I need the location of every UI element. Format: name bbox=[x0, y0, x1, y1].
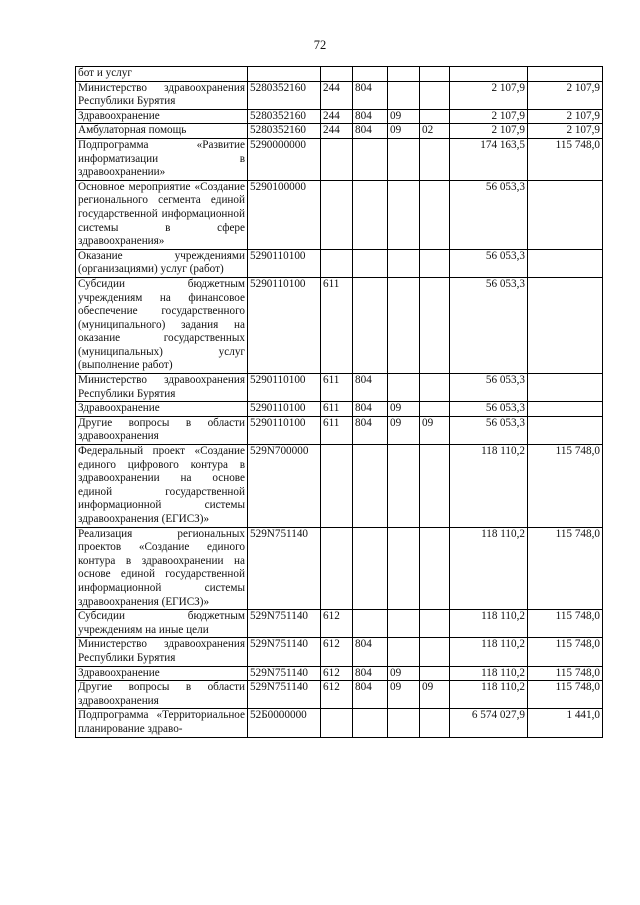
amount-year2-cell: 115 748,0 bbox=[528, 527, 603, 610]
section-cell: 09 bbox=[388, 681, 420, 709]
section-cell: 09 bbox=[388, 416, 420, 444]
target-article-cell bbox=[248, 67, 321, 82]
subsection-cell bbox=[420, 445, 450, 528]
table-row bbox=[76, 81, 603, 109]
target-article-cell: 5290000000 bbox=[248, 138, 321, 180]
expense-type-cell: 611 bbox=[321, 402, 353, 417]
subsection-cell bbox=[420, 277, 450, 373]
administrator-cell: 804 bbox=[353, 374, 388, 402]
administrator-cell bbox=[353, 277, 388, 373]
row-name-cell: Федеральный проект «Создание единого цифрового контура в здравоохранении на основе единой государственной информационной системы здравоохранения (ЕГИСЗ)» bbox=[76, 445, 248, 528]
target-article-cell: 5290110100 bbox=[248, 374, 321, 402]
amount-year1-cell bbox=[450, 67, 528, 82]
administrator-cell bbox=[353, 249, 388, 277]
expense-type-cell bbox=[321, 67, 353, 82]
administrator-cell bbox=[353, 709, 388, 737]
table-row bbox=[76, 124, 603, 139]
table-row bbox=[76, 610, 603, 638]
administrator-cell: 804 bbox=[353, 81, 388, 109]
target-article-cell: 5280352160 bbox=[248, 81, 321, 109]
section-cell bbox=[388, 138, 420, 180]
amount-year1-cell: 56 053,3 bbox=[450, 180, 528, 249]
section-cell bbox=[388, 445, 420, 528]
administrator-cell: 804 bbox=[353, 109, 388, 124]
row-name-cell: Министерство здравоохранения Республики Бурятия bbox=[76, 374, 248, 402]
expense-type-cell bbox=[321, 445, 353, 528]
amount-year2-cell bbox=[528, 67, 603, 82]
expense-type-cell: 244 bbox=[321, 109, 353, 124]
target-article-cell: 5290110100 bbox=[248, 416, 321, 444]
administrator-cell bbox=[353, 527, 388, 610]
administrator-cell bbox=[353, 610, 388, 638]
row-name-cell: Субсидии бюджетным учреждениям на финансовое обеспечение государственного (муниципального) задания на оказание государственных (муниципальных) услуг (выполнение работ) bbox=[76, 277, 248, 373]
amount-year2-cell bbox=[528, 277, 603, 373]
table-row bbox=[76, 138, 603, 180]
target-article-cell: 5290110100 bbox=[248, 277, 321, 373]
row-name-cell: Амбулаторная помощь bbox=[76, 124, 248, 139]
amount-year1-cell: 56 053,3 bbox=[450, 374, 528, 402]
expense-type-cell: 611 bbox=[321, 416, 353, 444]
table-row bbox=[76, 374, 603, 402]
administrator-cell bbox=[353, 445, 388, 528]
administrator-cell: 804 bbox=[353, 681, 388, 709]
subsection-cell bbox=[420, 138, 450, 180]
amount-year1-cell: 118 110,2 bbox=[450, 527, 528, 610]
row-name-cell: Субсидии бюджетным учреждениям на иные цели bbox=[76, 610, 248, 638]
table-row bbox=[76, 180, 603, 249]
section-cell: 09 bbox=[388, 666, 420, 681]
subsection-cell bbox=[420, 249, 450, 277]
section-cell bbox=[388, 67, 420, 82]
table-row bbox=[76, 709, 603, 737]
section-cell bbox=[388, 709, 420, 737]
subsection-cell bbox=[420, 67, 450, 82]
section-cell bbox=[388, 610, 420, 638]
table-row bbox=[76, 109, 603, 124]
target-article-cell: 529N751140 bbox=[248, 681, 321, 709]
administrator-cell: 804 bbox=[353, 124, 388, 139]
subsection-cell bbox=[420, 709, 450, 737]
expense-type-cell: 612 bbox=[321, 681, 353, 709]
amount-year1-cell: 2 107,9 bbox=[450, 109, 528, 124]
amount-year1-cell: 56 053,3 bbox=[450, 416, 528, 444]
page-number: 72 bbox=[313, 38, 327, 52]
amount-year2-cell bbox=[528, 374, 603, 402]
amount-year1-cell: 6 574 027,9 bbox=[450, 709, 528, 737]
amount-year1-cell: 2 107,9 bbox=[450, 81, 528, 109]
amount-year1-cell: 56 053,3 bbox=[450, 402, 528, 417]
table-row bbox=[76, 445, 603, 528]
expense-type-cell: 611 bbox=[321, 277, 353, 373]
amount-year2-cell: 115 748,0 bbox=[528, 666, 603, 681]
subsection-cell: 09 bbox=[420, 416, 450, 444]
target-article-cell: 5280352160 bbox=[248, 109, 321, 124]
amount-year2-cell: 115 748,0 bbox=[528, 445, 603, 528]
table-body bbox=[76, 67, 603, 738]
section-cell: 09 bbox=[388, 402, 420, 417]
target-article-cell: 5290110100 bbox=[248, 402, 321, 417]
table-row bbox=[76, 67, 603, 82]
budget-table bbox=[75, 66, 603, 738]
expense-type-cell: 612 bbox=[321, 638, 353, 666]
subsection-cell bbox=[420, 527, 450, 610]
amount-year2-cell: 1 441,0 bbox=[528, 709, 603, 737]
subsection-cell bbox=[420, 109, 450, 124]
administrator-cell: 804 bbox=[353, 638, 388, 666]
amount-year2-cell bbox=[528, 249, 603, 277]
amount-year1-cell: 118 110,2 bbox=[450, 638, 528, 666]
section-cell bbox=[388, 180, 420, 249]
subsection-cell bbox=[420, 666, 450, 681]
table-row bbox=[76, 638, 603, 666]
row-name-cell: Министерство здравоохранения Республики Бурятия bbox=[76, 638, 248, 666]
subsection-cell: 02 bbox=[420, 124, 450, 139]
subsection-cell bbox=[420, 402, 450, 417]
target-article-cell: 529N751140 bbox=[248, 527, 321, 610]
section-cell: 09 bbox=[388, 124, 420, 139]
table-row bbox=[76, 402, 603, 417]
expense-type-cell: 611 bbox=[321, 374, 353, 402]
subsection-cell bbox=[420, 180, 450, 249]
expense-type-cell bbox=[321, 249, 353, 277]
amount-year2-cell: 115 748,0 bbox=[528, 638, 603, 666]
amount-year1-cell: 118 110,2 bbox=[450, 610, 528, 638]
row-name-cell: Здравоохранение bbox=[76, 109, 248, 124]
row-name-cell: Реализация региональных проектов «Создание единого контура в здравоохранении на основе единой государственной информационной системы здравоохранения (ЕГИСЗ)» bbox=[76, 527, 248, 610]
row-name-cell: Другие вопросы в области здравоохранения bbox=[76, 681, 248, 709]
amount-year1-cell: 56 053,3 bbox=[450, 249, 528, 277]
table-row bbox=[76, 681, 603, 709]
amount-year1-cell: 56 053,3 bbox=[450, 277, 528, 373]
table-row bbox=[76, 277, 603, 373]
subsection-cell bbox=[420, 374, 450, 402]
table-row bbox=[76, 527, 603, 610]
expense-type-cell bbox=[321, 138, 353, 180]
expense-type-cell: 244 bbox=[321, 81, 353, 109]
target-article-cell: 529N700000 bbox=[248, 445, 321, 528]
table-row bbox=[76, 666, 603, 681]
section-cell: 09 bbox=[388, 109, 420, 124]
administrator-cell: 804 bbox=[353, 666, 388, 681]
amount-year2-cell bbox=[528, 402, 603, 417]
table-row bbox=[76, 249, 603, 277]
section-cell bbox=[388, 638, 420, 666]
expense-type-cell bbox=[321, 527, 353, 610]
subsection-cell bbox=[420, 81, 450, 109]
amount-year2-cell: 2 107,9 bbox=[528, 124, 603, 139]
expense-type-cell bbox=[321, 180, 353, 249]
target-article-cell: 5290100000 bbox=[248, 180, 321, 249]
expense-type-cell bbox=[321, 709, 353, 737]
amount-year2-cell: 115 748,0 bbox=[528, 610, 603, 638]
subsection-cell bbox=[420, 638, 450, 666]
amount-year1-cell: 2 107,9 bbox=[450, 124, 528, 139]
row-name-cell: Подпрограмма «Развитие информатизации в здравоохранении» bbox=[76, 138, 248, 180]
amount-year2-cell: 2 107,9 bbox=[528, 81, 603, 109]
subsection-cell bbox=[420, 610, 450, 638]
subsection-cell: 09 bbox=[420, 681, 450, 709]
administrator-cell: 804 bbox=[353, 416, 388, 444]
amount-year1-cell: 118 110,2 bbox=[450, 445, 528, 528]
table-row bbox=[76, 416, 603, 444]
section-cell bbox=[388, 81, 420, 109]
row-name-cell: бот и услуг bbox=[76, 67, 248, 82]
amount-year2-cell: 115 748,0 bbox=[528, 681, 603, 709]
target-article-cell: 529N751140 bbox=[248, 610, 321, 638]
administrator-cell bbox=[353, 180, 388, 249]
amount-year1-cell: 118 110,2 bbox=[450, 681, 528, 709]
section-cell bbox=[388, 527, 420, 610]
expense-type-cell: 612 bbox=[321, 610, 353, 638]
target-article-cell: 5280352160 bbox=[248, 124, 321, 139]
row-name-cell: Основное мероприятие «Создание регионального сегмента единой государственной информационной системы в сфере здравоохранения» bbox=[76, 180, 248, 249]
administrator-cell: 804 bbox=[353, 402, 388, 417]
amount-year2-cell: 2 107,9 bbox=[528, 109, 603, 124]
amount-year1-cell: 118 110,2 bbox=[450, 666, 528, 681]
section-cell bbox=[388, 249, 420, 277]
expense-type-cell: 244 bbox=[321, 124, 353, 139]
row-name-cell: Здравоохранение bbox=[76, 402, 248, 417]
target-article-cell: 5290110100 bbox=[248, 249, 321, 277]
amount-year2-cell bbox=[528, 180, 603, 249]
target-article-cell: 529N751140 bbox=[248, 666, 321, 681]
row-name-cell: Здравоохранение bbox=[76, 666, 248, 681]
administrator-cell bbox=[353, 67, 388, 82]
amount-year2-cell bbox=[528, 416, 603, 444]
amount-year2-cell: 115 748,0 bbox=[528, 138, 603, 180]
target-article-cell: 52Б0000000 bbox=[248, 709, 321, 737]
target-article-cell: 529N751140 bbox=[248, 638, 321, 666]
section-cell bbox=[388, 277, 420, 373]
row-name-cell: Другие вопросы в области здравоохранения bbox=[76, 416, 248, 444]
administrator-cell bbox=[353, 138, 388, 180]
expense-type-cell: 612 bbox=[321, 666, 353, 681]
row-name-cell: Министерство здравоохранения Республики Бурятия bbox=[76, 81, 248, 109]
section-cell bbox=[388, 374, 420, 402]
row-name-cell: Подпрограмма «Территориальное планирование здраво- bbox=[76, 709, 248, 737]
row-name-cell: Оказание учреждениями (организациями) услуг (работ) bbox=[76, 249, 248, 277]
amount-year1-cell: 174 163,5 bbox=[450, 138, 528, 180]
